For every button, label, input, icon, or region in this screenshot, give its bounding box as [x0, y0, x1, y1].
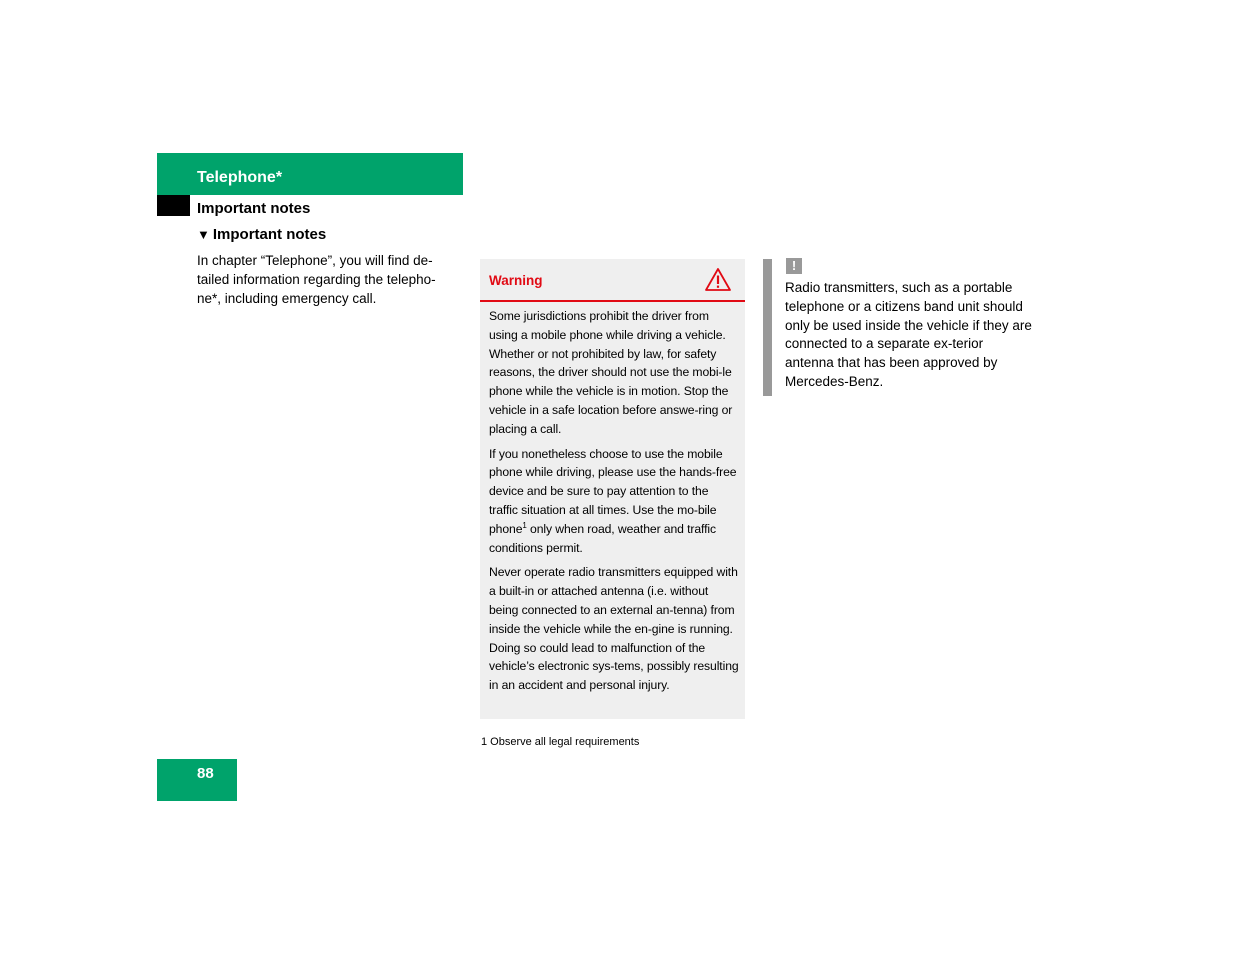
warning-body: [489, 307, 739, 701]
intro-paragraph: In chapter “Telephone”, you will find de-tailed information regarding the telepho-ne*, including emergency call.: [197, 253, 436, 306]
warning-paragraph: If you nonetheless choose to use the mobile phone while driving, please use the hands-free device and be sure to pay attention to the traffic situation at all times. Use the mo-bile phone$^1$ only when road, weather and traffic conditions permit.: [489, 446, 737, 555]
warning-paragraph: Never operate radio transmitters equipped with a built-in or attached antenna (i.e. without being connected to an external an-tenna) from inside the vehicle while the en-gine is running. Doing so could lead to malfunction of the vehicle’s electronic sys-tems, possibly resulting in an accident and personal injury.: [489, 565, 739, 693]
triangle-marker-icon: ▼: [197, 227, 210, 242]
warning-triangle-icon: [704, 267, 732, 292]
footnote-marker: 1: [522, 520, 527, 530]
section-tab: [157, 195, 190, 216]
note-text: Radio transmitters, such as a portable telephone or a citizens band unit should only be used inside the vehicle if they are connected to a separate ex-terior antenna that has been approved by Mercedes-Benz.: [785, 280, 1032, 389]
exclamation-icon: !: [786, 258, 802, 274]
section-heading-text: Important notes: [212, 226, 327, 243]
section-heading: [197, 225, 326, 244]
warning-box: [480, 259, 745, 719]
note-sidebar: [763, 259, 772, 396]
warning-label: Warning: [489, 273, 543, 288]
page-number: 88: [197, 765, 214, 782]
warning-header: [480, 259, 745, 302]
warning-paragraph: Some jurisdictions prohibit the driver from using a mobile phone while driving a vehicle. Whether or not prohibited by law, for safety reasons, the driver should not use the mobi-le phone while the vehicle is in motion. Stop the vehicle in a safe location before answe-ring or placing a call.: [489, 309, 733, 436]
footnote: 1 Observe all legal requirements: [481, 736, 640, 748]
chapter-title: Telephone*: [197, 169, 283, 186]
section-subheader: Important notes: [197, 200, 311, 217]
